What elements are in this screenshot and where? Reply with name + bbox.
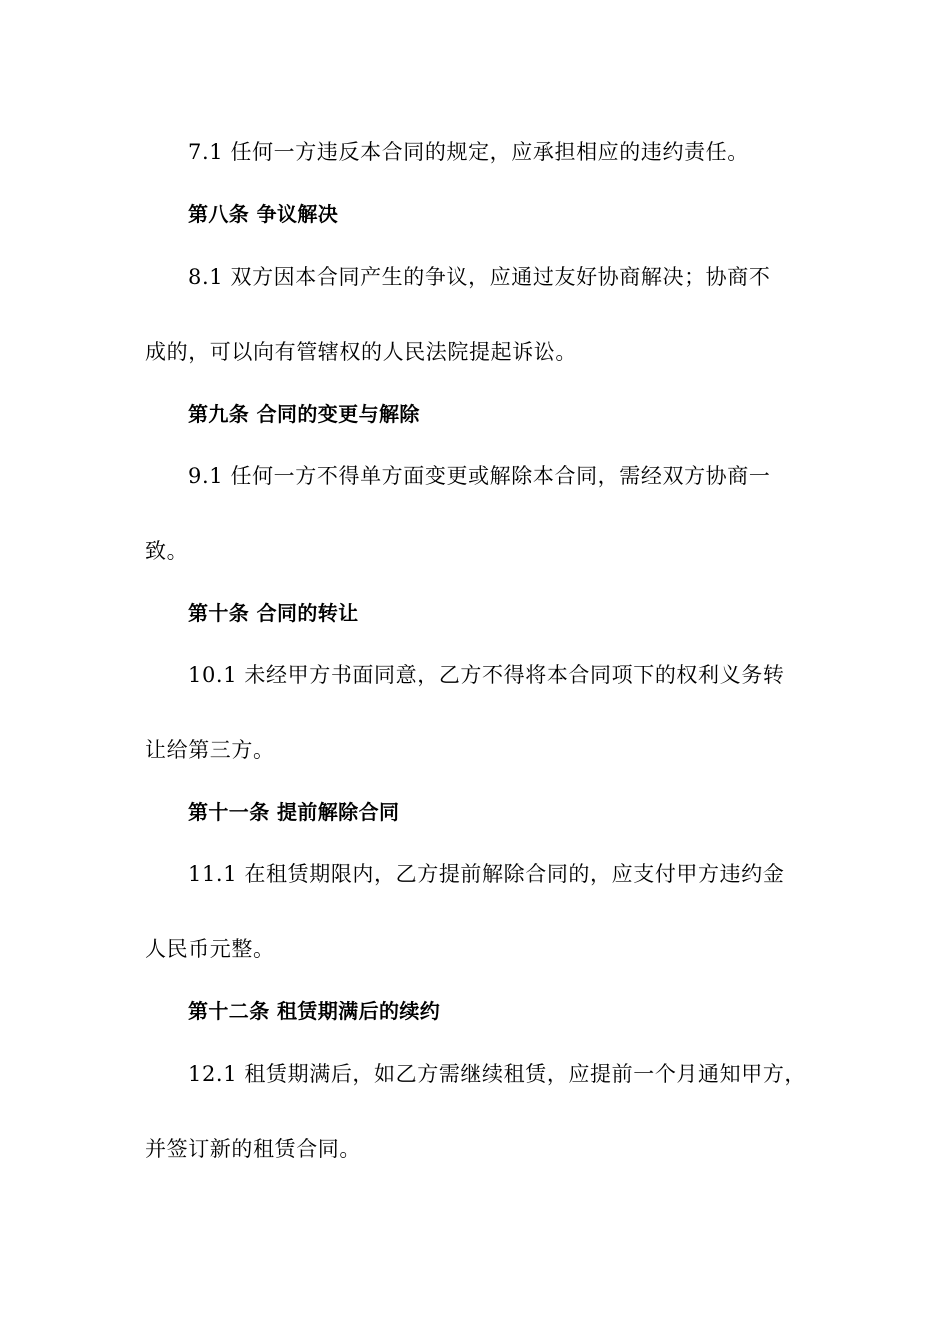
article-10-heading: 第十条 合同的转让 bbox=[188, 601, 359, 625]
clause-11-1-line-2: 人民币元整。 bbox=[145, 937, 275, 961]
article-12-heading: 第十二条 租赁期满后的续约 bbox=[188, 999, 441, 1023]
clause-9-1-line-2: 致。 bbox=[145, 539, 189, 563]
clause-8-1-line-2: 成的，可以向有管辖权的人民法院提起诉讼。 bbox=[145, 340, 577, 364]
clause-12-1-line-1: 12.1 租赁期满后，如乙方需继续租赁，应提前一个月通知甲方， bbox=[188, 1062, 807, 1086]
article-11-heading: 第十一条 提前解除合同 bbox=[188, 800, 400, 824]
clause-10-1-line-2: 让给第三方。 bbox=[145, 738, 275, 762]
article-9-heading: 第九条 合同的变更与解除 bbox=[188, 402, 420, 426]
clause-9-1-line-1: 9.1 任何一方不得单方面变更或解除本合同，需经双方协商一 bbox=[188, 464, 771, 488]
article-8-heading: 第八条 争议解决 bbox=[188, 202, 339, 226]
clause-12-1-line-2: 并签订新的租赁合同。 bbox=[145, 1137, 361, 1161]
clause-10-1-line-1: 10.1 未经甲方书面同意，乙方不得将本合同项下的权利义务转 bbox=[188, 663, 785, 687]
clause-11-1-line-1: 11.1 在租赁期限内，乙方提前解除合同的，应支付甲方违约金 bbox=[188, 862, 785, 886]
clause-7-1-line: 7.1 任何一方违反本合同的规定，应承担相应的违约责任。 bbox=[188, 140, 749, 164]
clause-8-1-line-1: 8.1 双方因本合同产生的争议，应通过友好协商解决；协商不 bbox=[188, 265, 771, 289]
